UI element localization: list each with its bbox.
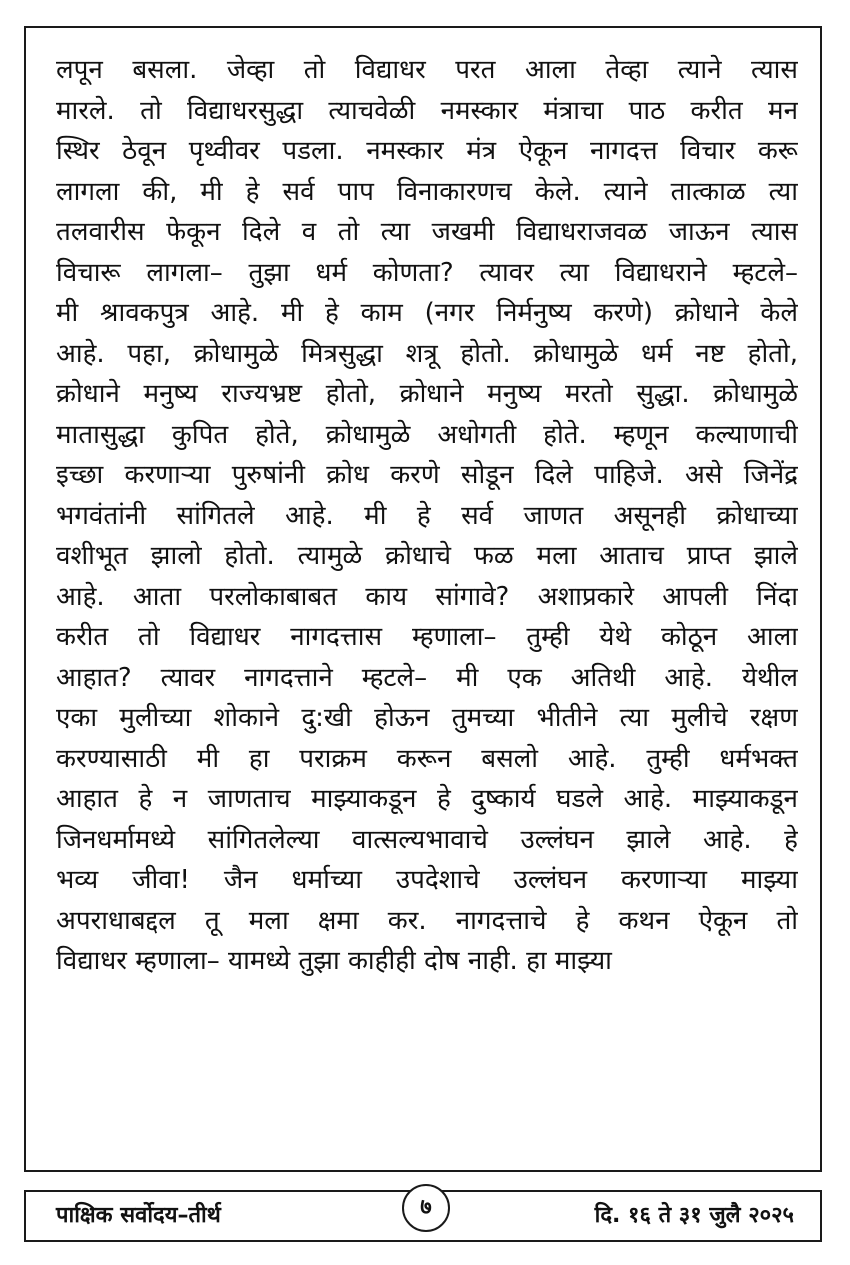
- text-line: लपून बसला. जेव्हा तो विद्याधर परत आला तेव्हा त्याने त्यास: [56, 55, 798, 85]
- text-line: आहात हे न जाणताच माझ्याकडून हे दुष्कार्य घडले आहे. माझ्याकडून: [56, 784, 798, 814]
- text-line: लागला की, मी हे सर्व पाप विनाकारणच केले. त्याने तात्काळ त्या: [56, 176, 798, 207]
- text-line: मातासुद्धा कुपित होते, क्रोधामुळे अधोगती होते. म्हणून कल्याणाची: [56, 419, 798, 450]
- text-line: एका मुलीच्या शोकाने दु:खी होऊन तुमच्या भीतीने त्या मुलीचे रक्षण: [56, 703, 798, 733]
- text-line: विचारू लागला– तुझा धर्म कोणता? त्यावर त्या विद्याधराने म्हटले–: [56, 257, 798, 288]
- text-line: मारले. तो विद्याधरसुद्धा त्याचवेळी नमस्कार मंत्राचा पाठ करीत मन: [56, 95, 798, 126]
- publication-name: पाक्षिक सर्वोदय–तीर्थ: [56, 1203, 221, 1228]
- text-line: तलवारीस फेकून दिले व तो त्या जखमी विद्याधराजवळ जाऊन त्यास: [56, 217, 798, 247]
- text-line: करण्यासाठी मी हा पराक्रम करून बसलो आहे. तुम्ही धर्मभक्त: [56, 743, 798, 774]
- body-text: [56, 50, 798, 982]
- text-line: भव्य जीवा! जैन धर्माच्या उपदेशाचे उल्लंघन करणाऱ्या माझ्या: [56, 865, 798, 895]
- text-line: वशीभूत झालो होतो. त्यामुळे क्रोधाचे फळ मला आताच प्राप्त झाले: [56, 541, 798, 571]
- text-line: क्रोधाने मनुष्य राज्यभ्रष्ट होतो, क्रोधाने मनुष्य मरतो सुद्धा. क्रोधामुळे: [56, 379, 798, 409]
- text-line: जिनधर्मामध्ये सांगितलेल्या वात्सल्यभावाचे उल्लंघन झाले आहे. हे: [56, 824, 798, 855]
- text-line: स्थिर ठेवून पृथ्वीवर पडला. नमस्कार मंत्र ऐकून नागदत्त विचार करू: [56, 136, 798, 166]
- text-line: भगवंतांनी सांगितले आहे. मी हे सर्व जाणत असूनही क्रोधाच्या: [56, 500, 798, 531]
- text-line: आहे. पहा, क्रोधामुळे मित्रसुद्धा शत्रू होतो. क्रोधामुळे धर्म नष्ट होतो,: [56, 338, 798, 369]
- text-line: विद्याधर म्हणाला– यामध्ये तुझा काहीही दोष नाही. हा माझ्या: [56, 946, 612, 976]
- main-text-frame: [24, 26, 822, 1172]
- text-line: करीत तो विद्याधर नागदत्तास म्हणाला– तुम्ही येथे कोठून आला: [56, 622, 798, 652]
- page-footer: [24, 1190, 822, 1242]
- text-line: अपराधाबद्दल तू मला क्षमा कर. नागदत्ताचे हे कथन ऐकून तो: [56, 905, 798, 936]
- issue-date: दि. १६ ते ३१ जुलै २०२५: [594, 1203, 794, 1228]
- text-line: आहात? त्यावर नागदत्ताने म्हटले– मी एक अतिथी आहे. येथील: [56, 662, 798, 693]
- text-line: मी श्रावकपुत्र आहे. मी हे काम (नगर निर्मनुष्य करणे) क्रोधाने केले: [56, 298, 798, 328]
- text-line: इच्छा करणाऱ्या पुरुषांनी क्रोध करणे सोडून दिले पाहिजे. असे जिनेंद्र: [56, 460, 798, 490]
- page-number: ७: [402, 1184, 450, 1232]
- text-line: आहे. आता परलोकाबाबत काय सांगावे? अशाप्रकारे आपली निंदा: [56, 581, 798, 612]
